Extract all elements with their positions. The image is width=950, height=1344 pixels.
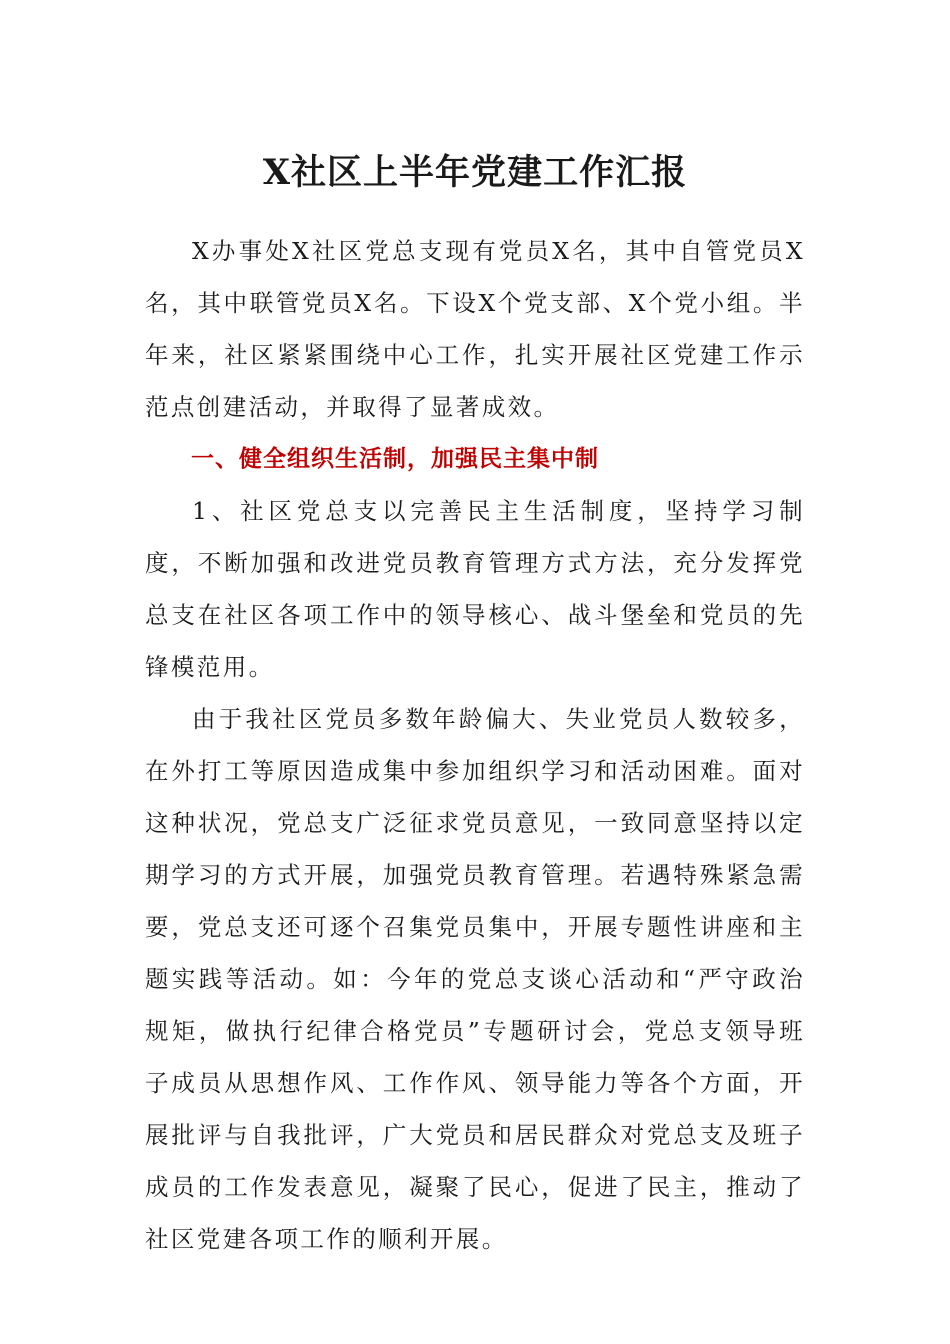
section-paragraph-1: 1、社区党总支以完善民主生活制度，坚持学习制度，不断加强和改进党员教育管理方式方法，充分发挥党总支在社区各项工作中的领导核心、战斗堡垒和党员的先锋模范用。 xyxy=(145,497,805,681)
section-heading: 一、健全组织生活制，加强民主集中制 xyxy=(191,446,599,472)
intro-paragraph: X办事处X社区党总支现有党员X名，其中自管党员X名，其中联管党员X名。下设X个党支部、X个党小组。半年来，社区紧紧围绕中心工作，扎实开展社区党建工作示范点创建活动，并取得了显著成效。 xyxy=(145,237,805,421)
document-body xyxy=(145,225,805,1265)
section-paragraph-2: 由于我社区党员多数年龄偏大、失业党员人数较多，在外打工等原因造成集中参加组织学习和活动困难。面对这种状况，党总支广泛征求党员意见，一致同意坚持以定期学习的方式开展，加强党员教育管理。若遇特殊紧急需要，党总支还可逐个召集党员集中，开展专题性讲座和主题实践等活动。如：今年的党总支谈心活动和“严守政治规矩，做执行纪律合格党员”专题研讨会，党总支领导班子成员从思想作风、工作作风、领导能力等各个方面，开展批评与自我批评，广大党员和居民群众对党总支及班子成员的工作发表意见，凝聚了民心，促进了民主，推动了社区党建各项工作的顺利开展。 xyxy=(145,705,805,1253)
document-title: X社区上半年党建工作汇报 xyxy=(262,152,688,193)
